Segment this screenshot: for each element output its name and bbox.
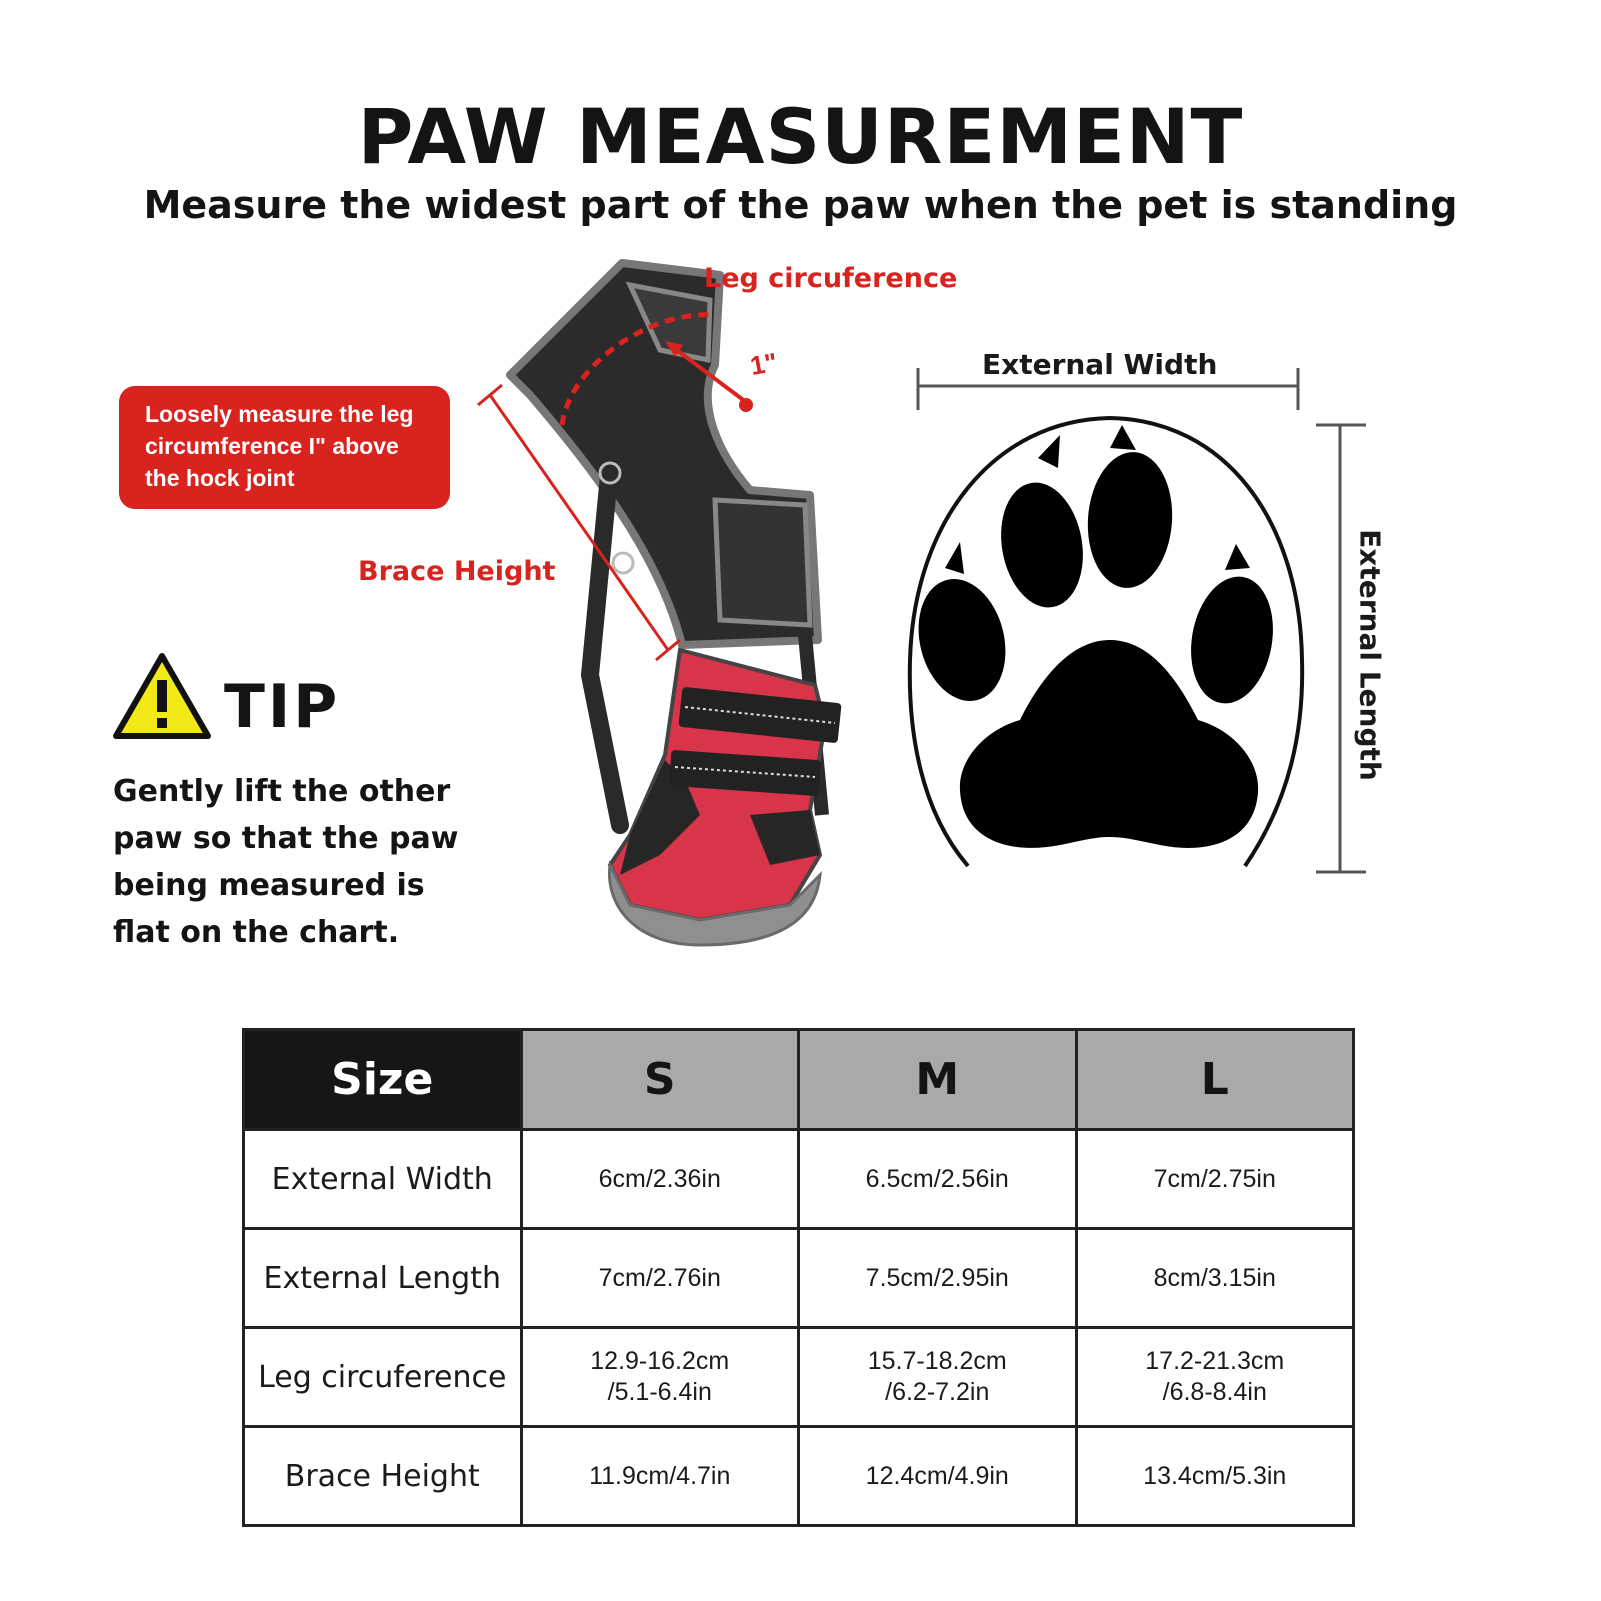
page-title: PAW MEASUREMENT <box>357 92 1244 181</box>
table-row <box>244 1427 1354 1526</box>
table-cell <box>799 1427 1077 1526</box>
cell-line: 13.4cm/5.3in <box>1143 1461 1287 1490</box>
table-cell <box>799 1130 1077 1229</box>
paw-print-icon <box>906 425 1282 848</box>
table-header-row <box>244 1030 1354 1130</box>
cell-line: 11.9cm/4.7in <box>589 1461 731 1490</box>
table-cell <box>521 1427 799 1526</box>
table-cell <box>1076 1229 1354 1328</box>
cell-line: 8cm/3.15in <box>1153 1263 1276 1292</box>
table-cell <box>799 1229 1077 1328</box>
row-label: Leg circuference <box>244 1328 522 1427</box>
brace-illustration <box>470 255 890 960</box>
table-row <box>244 1328 1354 1427</box>
tip-line: Gently lift the other <box>113 774 451 809</box>
cell-line: 6.5cm/2.56in <box>865 1164 1009 1193</box>
warning-triangle-icon <box>112 652 212 740</box>
tip-line: being measured is <box>113 868 425 903</box>
table-cell <box>1076 1328 1354 1427</box>
table-cell <box>521 1130 799 1229</box>
instruction-line: circumference I" above <box>145 433 399 459</box>
size-table <box>242 1028 1355 1527</box>
table-row <box>244 1229 1354 1328</box>
table-header-size: Size <box>244 1030 522 1130</box>
row-label: External Length <box>244 1229 522 1328</box>
instruction-line: Loosely measure the leg <box>145 401 414 427</box>
table-header-l: L <box>1076 1030 1354 1130</box>
table-header-s: S <box>521 1030 799 1130</box>
external-width-label: External Width <box>982 348 1218 381</box>
leg-circumference-label: Leg circuference <box>704 263 958 294</box>
inch-marker: 1" <box>747 346 780 381</box>
tip-line: paw so that the paw <box>113 821 459 856</box>
instruction-line: the hock joint <box>145 465 295 491</box>
cell-line: 12.4cm/4.9in <box>865 1461 1009 1490</box>
cell-line: 15.7-18.2cm <box>867 1347 1007 1375</box>
table-cell <box>521 1229 799 1328</box>
cell-line: 6cm/2.36in <box>598 1164 721 1193</box>
row-label: Brace Height <box>244 1427 522 1526</box>
page-subtitle: Measure the widest part of the paw when the pet is standing <box>143 183 1458 227</box>
instruction-box <box>119 386 450 509</box>
table-row <box>244 1130 1354 1229</box>
tip-heading: TIP <box>224 672 341 742</box>
table-cell <box>1076 1427 1354 1526</box>
table-cell <box>521 1328 799 1427</box>
cell-line: /5.1-6.4in <box>607 1378 712 1406</box>
table-cell <box>799 1328 1077 1427</box>
cell-line: 12.9-16.2cm <box>590 1347 730 1375</box>
external-length-label: External Length <box>1353 529 1387 781</box>
cell-line: 7cm/2.76in <box>598 1263 721 1292</box>
table-cell <box>1076 1130 1354 1229</box>
paw-print-diagram <box>900 340 1420 910</box>
cell-line: /6.8-8.4in <box>1162 1378 1267 1406</box>
tip-text <box>113 768 493 956</box>
cell-line: /6.2-7.2in <box>885 1378 990 1406</box>
tip-line: flat on the chart. <box>113 915 400 950</box>
brace-height-label: Brace Height <box>358 556 556 587</box>
cell-line: 7cm/2.75in <box>1153 1164 1276 1193</box>
row-label: External Width <box>244 1130 522 1229</box>
cell-line: 17.2-21.3cm <box>1145 1347 1285 1375</box>
table-header-m: M <box>799 1030 1077 1130</box>
cell-line: 7.5cm/2.95in <box>865 1263 1009 1292</box>
